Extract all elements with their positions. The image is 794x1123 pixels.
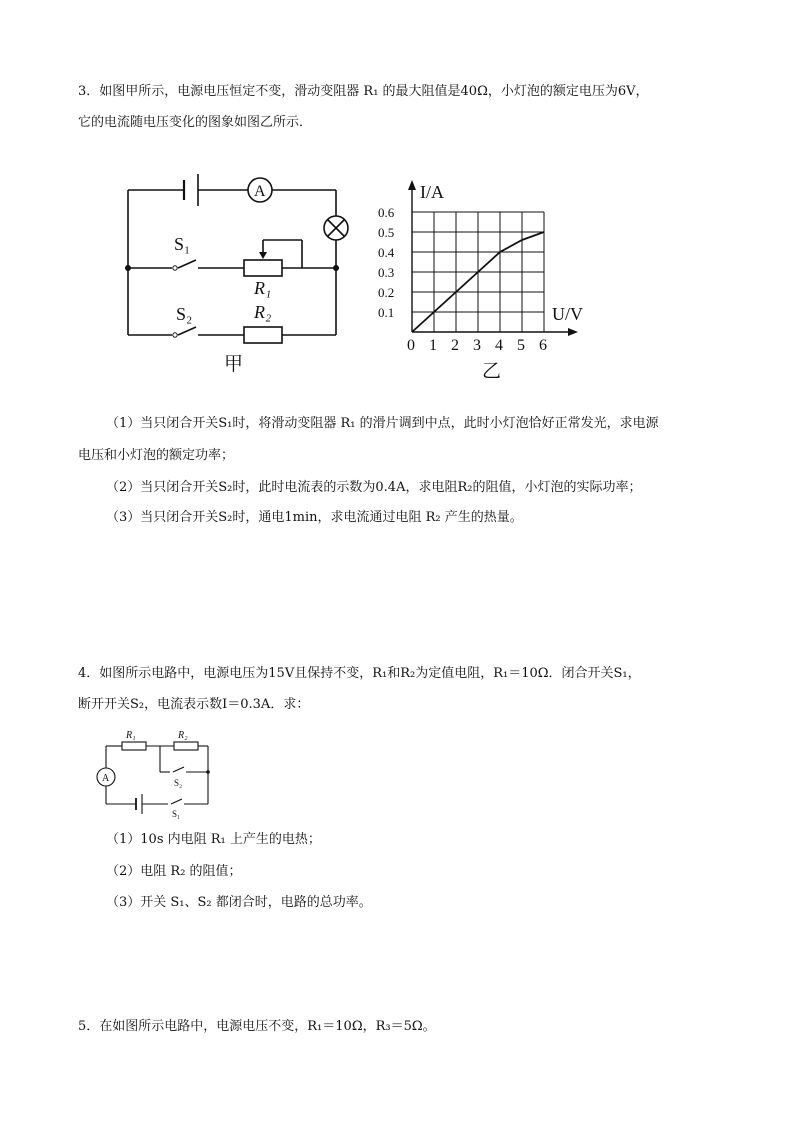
q4-r2-label: R₂ [178, 730, 188, 741]
q4-ammeter-label: A [102, 773, 110, 784]
q3-sub3: （3）当只闭合开关S₂时，通电1min，求电流通过电阻 R₂ 产生的热量。 [106, 510, 523, 525]
y-tick-label: 0.6 [378, 205, 395, 220]
figure-caption-jia: 甲 [224, 354, 244, 375]
s1-label: S₁ [174, 234, 191, 254]
y-tick-label: 0.3 [378, 265, 395, 280]
q4-sub3: （3）开关 S₁、S₂ 都闭合时，电路的总功率。 [106, 895, 372, 910]
q3-sub1-line2: 电压和小灯泡的额定功率； [78, 448, 235, 463]
q3-stem-line2: 它的电流随电压变化的图象如图乙所示． [78, 115, 313, 130]
y-tick-label: 0.5 [378, 225, 395, 240]
x-tick-label: 5 [517, 337, 525, 354]
q4-sub1: （1）10s 内电阻 R₁ 上产生的电热； [106, 832, 321, 847]
q4-sub2: （2）电阻 R₂ 的阻值； [106, 864, 242, 879]
x-tick-label: 3 [473, 337, 481, 354]
x-tick-label: 0 [407, 337, 415, 354]
y-tick-label: 0.4 [378, 245, 395, 260]
q3-sub2: （2）当只闭合开关S₂时，此时电流表的示数为0.4A，求电阻R₂的阻值，小灯泡的实际功率； [106, 480, 642, 495]
q3-iu-chart [368, 172, 608, 382]
figure-caption-yi: 乙 [482, 361, 502, 382]
q3-circuit-figure [118, 170, 358, 380]
y-tick-label: 0.2 [378, 285, 395, 300]
q4-stem-line1: 4．如图所示电路中，电源电压为15V且保持不变，R₁和R₂为定值电阻，R₁＝10Ω．闭合开关S₁， [78, 666, 641, 681]
y-tick-label: 0.1 [378, 305, 395, 320]
q5-stem-line1: 5．在如图所示电路中，电源电压不变，R₁＝10Ω，R₃＝5Ω。 [78, 1019, 436, 1034]
r2-label: R₂ [254, 302, 272, 322]
q4-stem-line2: 断开开关S₂，电流表示数I＝0.3A．求： [78, 697, 310, 712]
q3-stem-line1: 3．如图甲所示，电源电压恒定不变，滑动变阻器 R₁ 的最大阻值是40Ω，小灯泡的额定电压为6V， [78, 84, 649, 99]
y-axis-label: I/A [420, 182, 444, 202]
ammeter-label: A [254, 183, 266, 200]
q4-r1-label: R₁ [126, 730, 136, 741]
x-tick-label: 2 [451, 337, 459, 354]
q4-circuit-figure [92, 724, 222, 824]
s2-label: S₂ [176, 304, 193, 324]
q3-sub1-line1: （1）当只闭合开关S₁时，将滑动变阻器 R₁ 的滑片调到中点，此时小灯泡恰好正常发光，求电源 [106, 416, 659, 431]
x-tick-label: 4 [495, 337, 503, 354]
x-axis-arrow [568, 328, 578, 336]
r1-label: R₁ [254, 278, 272, 298]
q4-s2-label: S₂ [174, 778, 183, 788]
x-tick-label: 1 [429, 337, 437, 354]
x-axis-label: U/V [552, 304, 583, 324]
x-tick-label: 6 [539, 337, 547, 354]
q4-s1-label: S₁ [172, 809, 181, 819]
y-axis-arrow [408, 180, 416, 190]
